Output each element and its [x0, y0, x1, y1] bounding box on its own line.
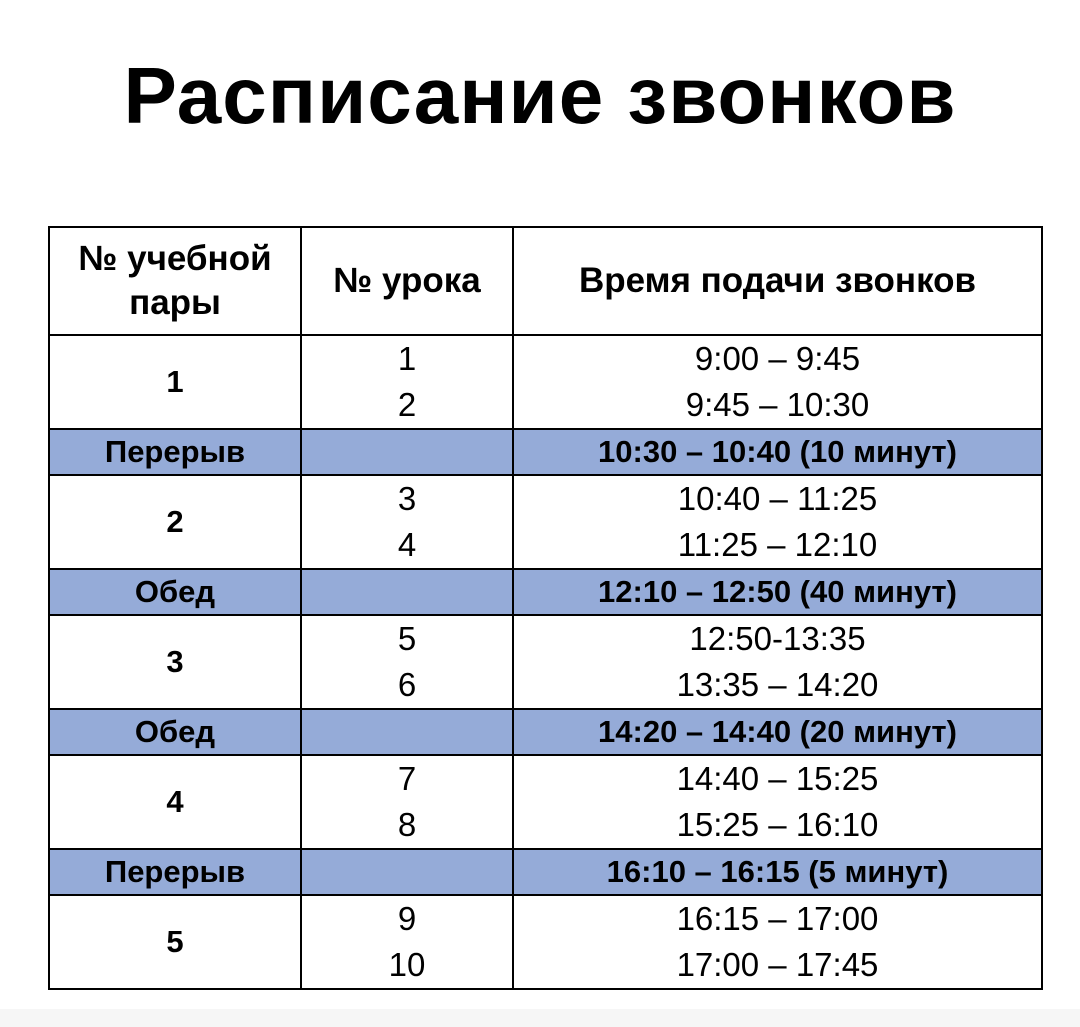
lesson-time: 10:40 – 11:25 — [677, 480, 878, 517]
lesson-time: 15:25 – 16:10 — [676, 806, 879, 843]
lesson-number: 10 — [388, 946, 426, 983]
header-pair-number: № учебной пары — [49, 227, 301, 335]
table-row-pair — [49, 895, 1042, 989]
lesson-number: 3 — [397, 480, 417, 517]
lesson-number: 8 — [397, 806, 417, 843]
table-row-pair — [49, 475, 1042, 569]
page-title: Расписание звонков — [123, 51, 957, 140]
break-time: 10:30 – 10:40 (10 минут) — [513, 429, 1042, 475]
break-time: 14:20 – 14:40 (20 минут) — [513, 709, 1042, 755]
lesson-numbers-cell — [301, 895, 513, 989]
lesson-times-cell — [513, 755, 1042, 849]
break-label: Перерыв — [49, 429, 301, 475]
table-row-pair — [49, 335, 1042, 429]
table-row-pair — [49, 755, 1042, 849]
table-row-break — [49, 429, 1042, 475]
break-empty-cell — [301, 849, 513, 895]
break-empty-cell — [301, 429, 513, 475]
lesson-time: 16:15 – 17:00 — [676, 900, 879, 937]
lesson-number: 7 — [397, 760, 417, 797]
lesson-times-cell — [513, 615, 1042, 709]
lesson-time: 9:00 – 9:45 — [694, 340, 861, 377]
lesson-numbers-cell — [301, 475, 513, 569]
lesson-numbers-cell — [301, 335, 513, 429]
pair-number: 3 — [49, 615, 301, 709]
lesson-number: 6 — [397, 666, 417, 703]
lesson-numbers-cell — [301, 755, 513, 849]
break-empty-cell — [301, 709, 513, 755]
page-bottom-band — [0, 1009, 1080, 1027]
table-row-break — [49, 709, 1042, 755]
lesson-times-cell — [513, 335, 1042, 429]
lesson-times-cell — [513, 475, 1042, 569]
lesson-times-cell — [513, 895, 1042, 989]
table-header-row — [49, 227, 1042, 335]
lesson-time: 13:35 – 14:20 — [676, 666, 879, 703]
break-time: 12:10 – 12:50 (40 минут) — [513, 569, 1042, 615]
lesson-number: 9 — [397, 900, 417, 937]
pair-number: 2 — [49, 475, 301, 569]
break-label: Перерыв — [49, 849, 301, 895]
break-empty-cell — [301, 569, 513, 615]
break-label: Обед — [49, 709, 301, 755]
pair-number: 5 — [49, 895, 301, 989]
header-lesson-number: № урока — [301, 227, 513, 335]
lesson-number: 4 — [397, 526, 417, 563]
lesson-time: 14:40 – 15:25 — [676, 760, 879, 797]
header-bell-time: Время подачи звонков — [513, 227, 1042, 335]
break-label: Обед — [49, 569, 301, 615]
lesson-time: 9:45 – 10:30 — [685, 386, 870, 423]
table-row-break — [49, 849, 1042, 895]
lesson-number: 5 — [397, 620, 417, 657]
lesson-number: 1 — [397, 340, 417, 377]
schedule-table — [48, 226, 1043, 990]
pair-number: 1 — [49, 335, 301, 429]
table-row-pair — [49, 615, 1042, 709]
pair-number: 4 — [49, 755, 301, 849]
lesson-time: 12:50-13:35 — [689, 620, 866, 657]
lesson-time: 11:25 – 12:10 — [677, 526, 878, 563]
table-row-break — [49, 569, 1042, 615]
lesson-time: 17:00 – 17:45 — [676, 946, 879, 983]
break-time: 16:10 – 16:15 (5 минут) — [513, 849, 1042, 895]
lesson-number: 2 — [397, 386, 417, 423]
lesson-numbers-cell — [301, 615, 513, 709]
